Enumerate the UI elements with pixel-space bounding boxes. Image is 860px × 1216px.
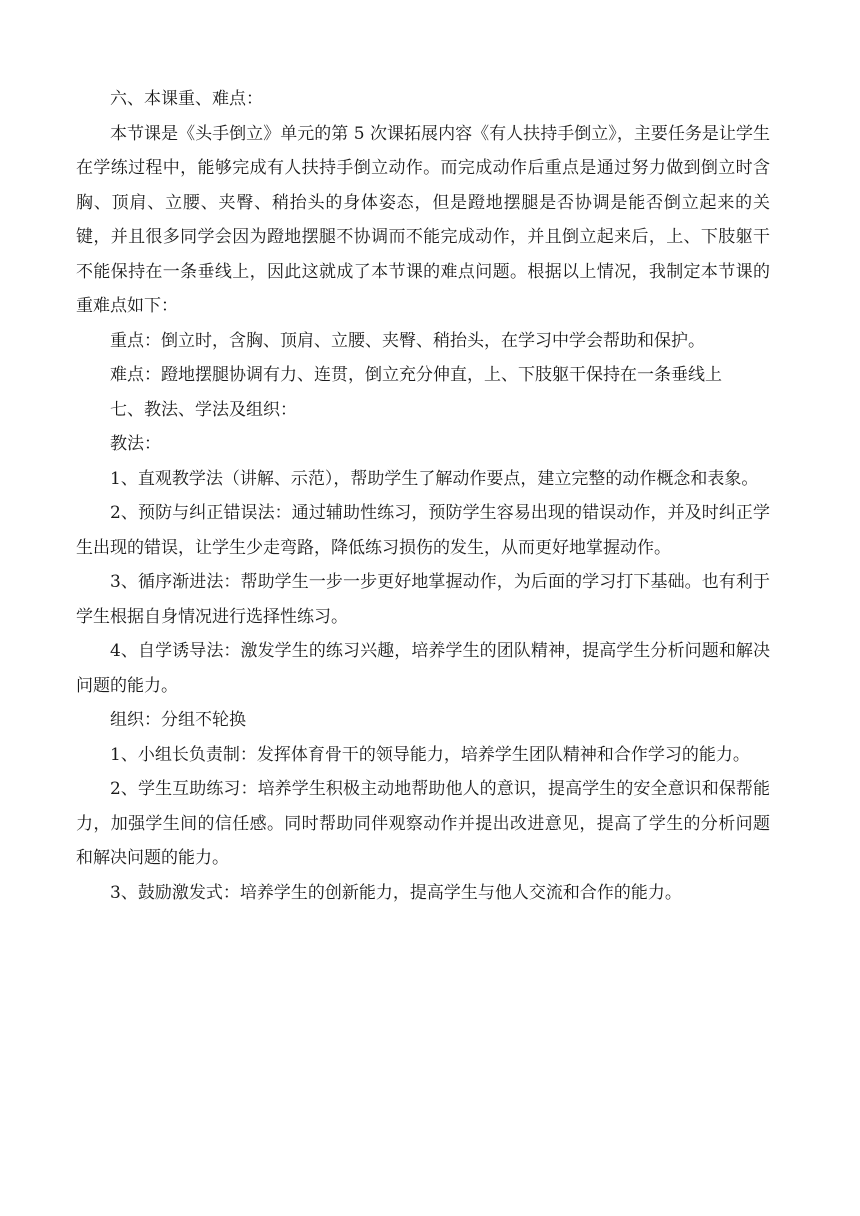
list-item: 2、学生互助练习：培养学生积极主动地帮助他人的意识，提高学生的安全意识和保帮能力，加强学生间的信任感。同时帮助同伴观察动作并提出改进意见，提高了学生的分析问题和解决问题的能力。 — [76, 779, 770, 868]
list-item: 4、自学诱导法：激发学生的练习兴趣，培养学生的团队精神，提高学生分析问题和解决问题的能力。 — [76, 641, 770, 696]
document-body — [76, 82, 770, 910]
section-heading-methods: 七、教法、学法及组织： — [110, 399, 297, 420]
list-item: 3、鼓励激发式：培养学生的创新能力，提高学生与他人交流和合作的能力。 — [110, 882, 682, 903]
list-item: 1、小组长负责制：发挥体育骨干的领导能力，培养学生团队精神和合作学习的能力。 — [110, 744, 750, 765]
list-item: 1、直观教学法（讲解、示范），帮助学生了解动作要点，建立完整的动作概念和表象。 — [110, 468, 759, 489]
body-paragraph: 本节课是《头手倒立》单元的第 5 次课拓展内容《有人扶持手倒立》，主要任务是让学生在学练过程中，能够完成有人扶持手倒立动作。而完成动作后重点是通过努力做到倒立时含胸、顶肩、立腰、夹臀、稍抬头的身体姿态，但是蹬地摆腿是否协调是能否倒立起来的关键，并且很多同学会因为蹬地摆腿不协调而不能完成动作，并且倒立起来后，上、下肢躯干不能保持在一条垂线上，因此这就成了本节课的难点问题。根据以上情况，我制定本节课的重难点如下： — [76, 123, 770, 316]
key-point-item: 重点：倒立时，含胸、顶肩、立腰、夹臀、稍抬头，在学习中学会帮助和保护。 — [110, 330, 705, 351]
list-item: 2、预防与纠正错误法：通过辅助性练习，预防学生容易出现的错误动作，并及时纠正学生出现的错误，让学生少走弯路，降低练习损伤的发生，从而更好地掌握动作。 — [76, 503, 770, 558]
list-item: 3、循序渐进法：帮助学生一步一步更好地掌握动作，为后面的学习打下基础。也有利于学生根据自身情况进行选择性练习。 — [76, 572, 770, 627]
subheading-teaching-methods: 教法： — [110, 434, 161, 454]
section-heading-key-points: 六、本课重、难点： — [110, 89, 263, 109]
difficult-point-item: 难点：蹬地摆腿协调有力、连贯，倒立充分伸直，上、下肢躯干保持在一条垂线上 — [110, 365, 722, 385]
subheading-organization: 组织：分组不轮换 — [110, 710, 246, 730]
